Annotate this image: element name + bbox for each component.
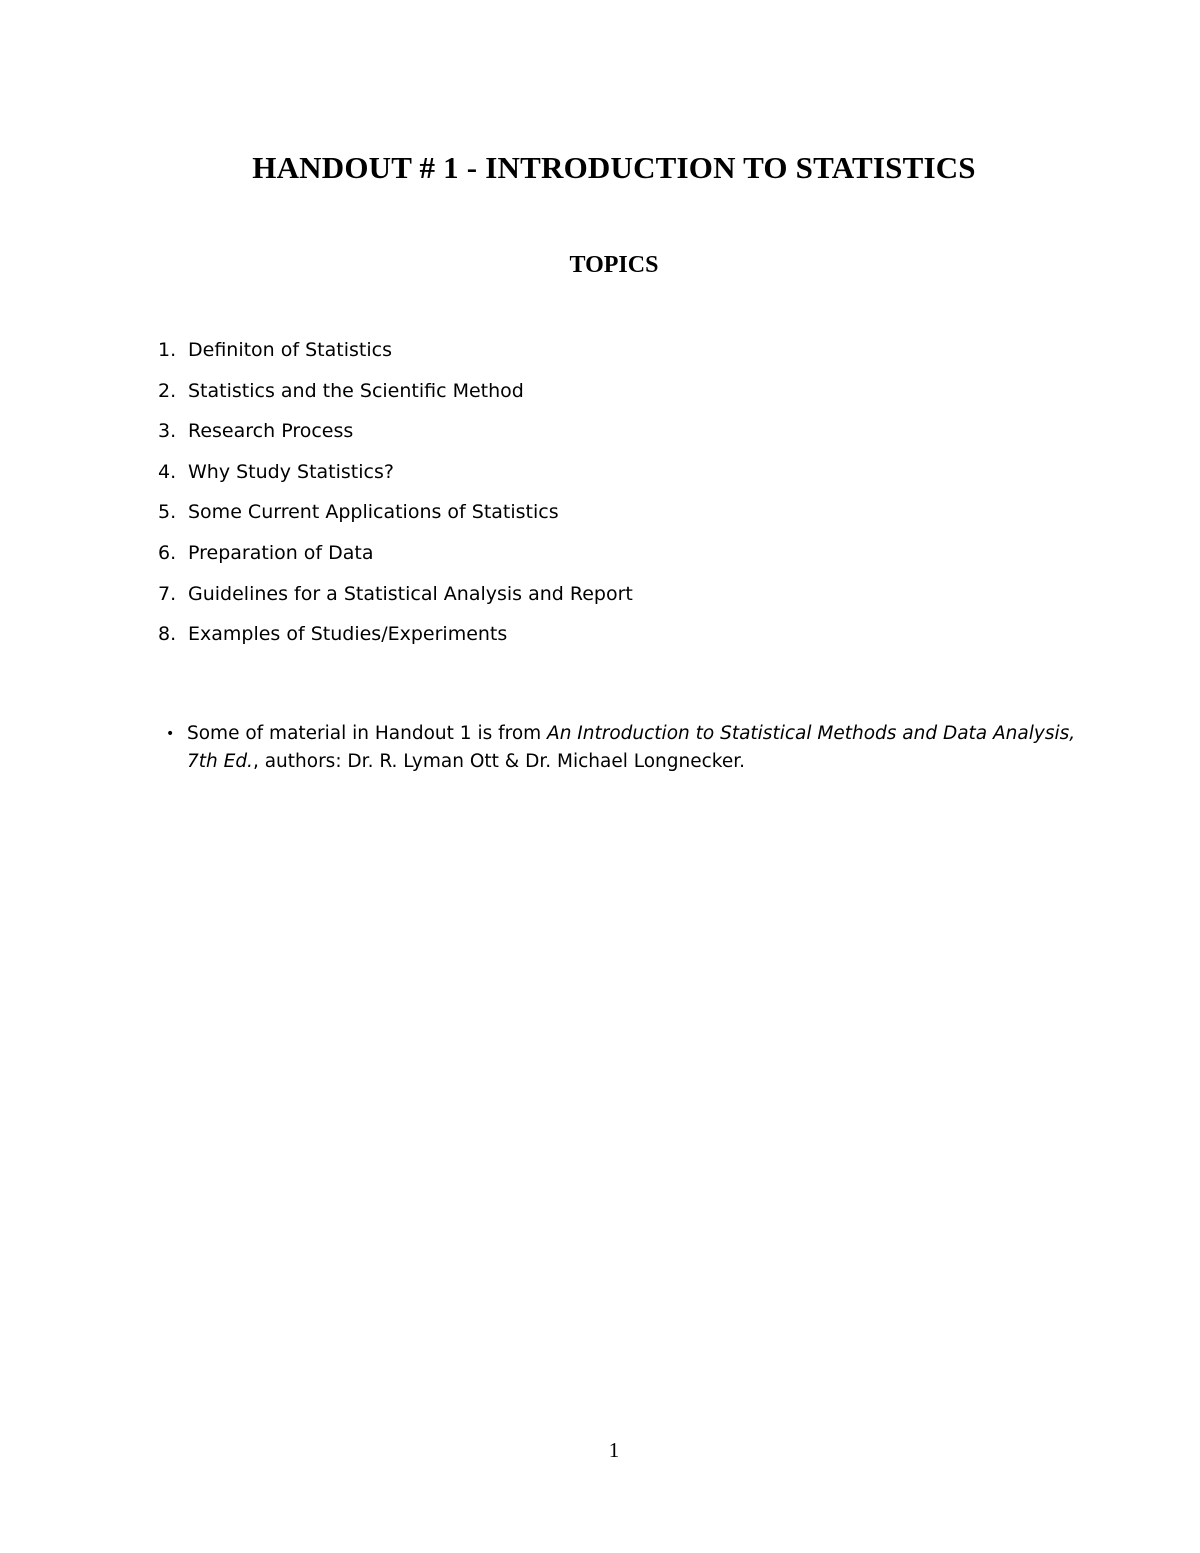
topics-list <box>158 335 633 660</box>
list-item-label: Examples of Studies/Experiments <box>188 623 508 646</box>
page-number: 1 <box>608 1438 620 1462</box>
list-item <box>158 579 633 620</box>
list-item-label: Guidelines for a Statistical Analysis and Report <box>188 582 633 605</box>
list-item <box>158 619 633 660</box>
list-item <box>158 457 633 498</box>
list-item-label: Research Process <box>188 420 354 443</box>
list-item-label: Some Current Applications of Statistics <box>188 501 559 524</box>
list-item <box>158 538 633 579</box>
list-item-number: 6. <box>158 541 177 564</box>
list-item-label: Statistics and the Scientific Method <box>188 379 524 402</box>
source-note <box>166 720 1106 776</box>
list-item-number: 7. <box>158 582 177 605</box>
list-item-number: 5. <box>158 501 177 524</box>
list-item-number: 8. <box>158 623 177 646</box>
source-note-text <box>187 720 1106 776</box>
source-note-suffix: , authors: Dr. R. Lyman Ott & Dr. Michael Longnecker. <box>252 751 746 772</box>
source-note-prefix: Some of material in Handout 1 is from <box>187 723 548 744</box>
list-item-label: Why Study Statistics? <box>188 460 394 483</box>
list-item-number: 3. <box>158 420 177 443</box>
list-item-label: Definiton of Statistics <box>188 339 392 361</box>
list-item <box>158 416 633 457</box>
list-item <box>158 376 633 417</box>
list-item-number: 2. <box>158 379 177 402</box>
list-item <box>158 335 633 376</box>
bullet-icon: • <box>166 726 175 742</box>
list-item <box>158 497 633 538</box>
page-title: HANDOUT # 1 - INTRODUCTION TO STATISTICS <box>252 150 976 185</box>
list-item-number: 1. <box>158 339 177 361</box>
list-item-number: 4. <box>158 460 177 483</box>
list-item-label: Preparation of Data <box>188 541 374 564</box>
book-title: An Introduction to Statistical Methods and Data Analysis, 7th Ed. <box>187 723 1076 772</box>
section-heading-topics: TOPICS <box>569 252 659 278</box>
